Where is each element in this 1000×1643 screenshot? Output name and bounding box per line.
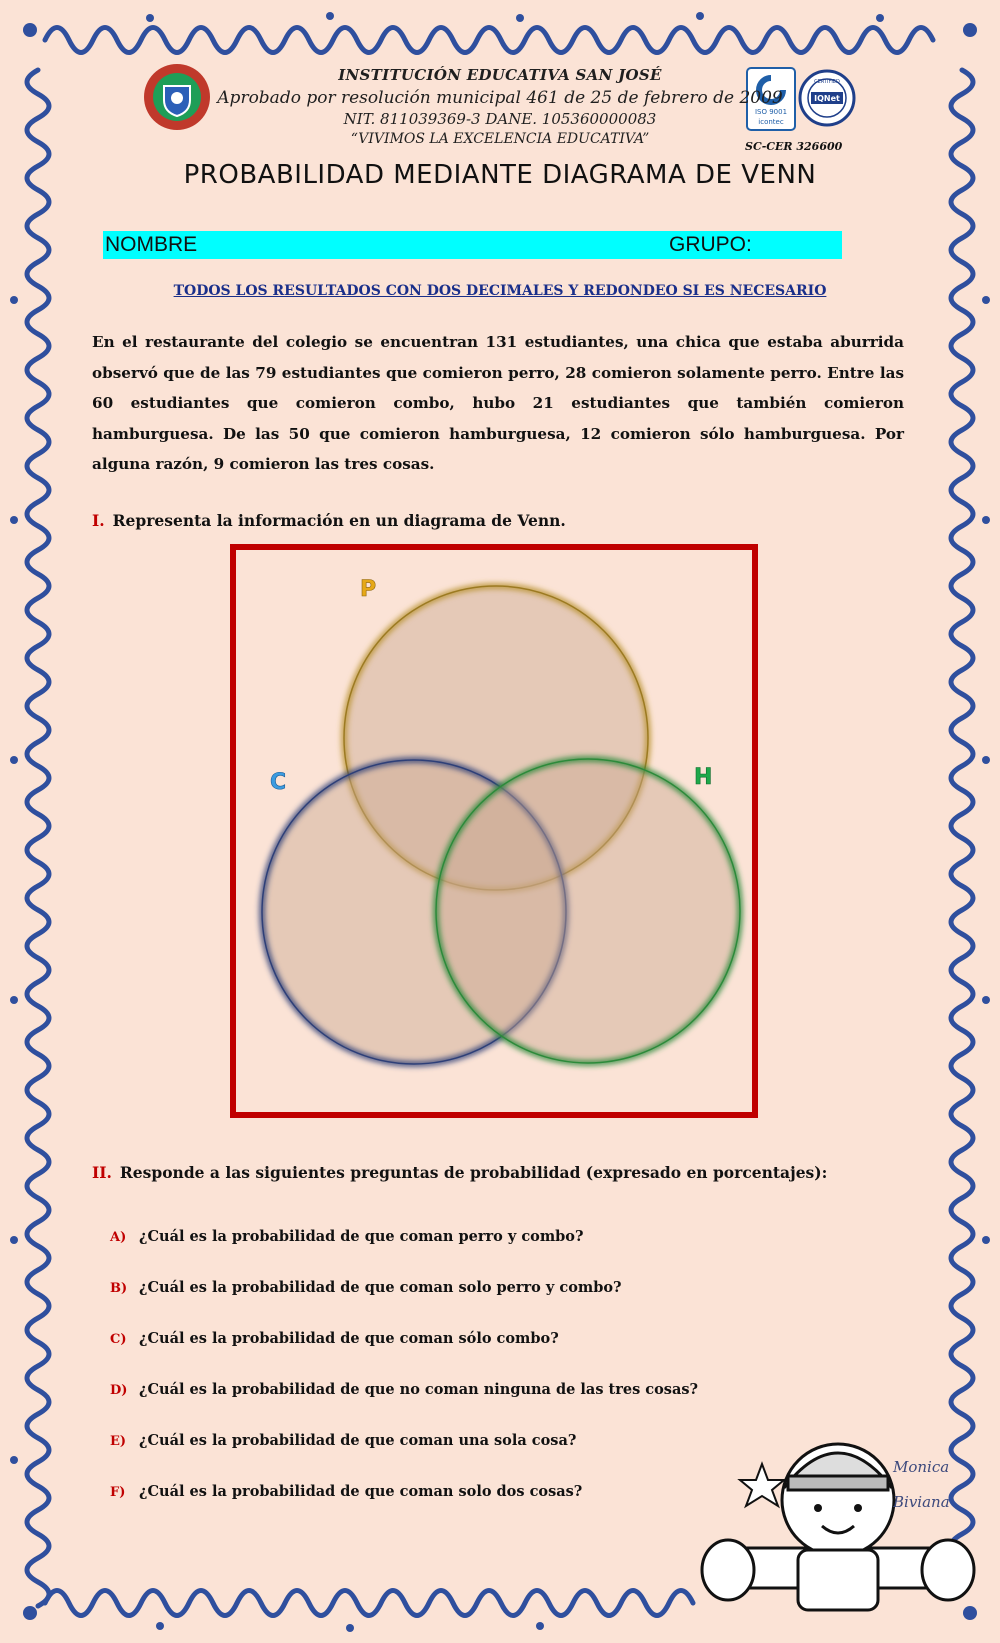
question-letter: A) bbox=[110, 1230, 127, 1245]
question-letter: E) bbox=[110, 1434, 127, 1449]
question-text: ¿Cuál es la probabilidad de que coman solo dos cosas? bbox=[139, 1483, 583, 1500]
section-one-text: Representa la información en un diagrama de Venn. bbox=[112, 511, 566, 530]
border-left-squiggle bbox=[27, 70, 49, 1606]
girl-left-shoe-icon bbox=[702, 1540, 754, 1600]
problem-statement: En el restaurante del colegio se encuentran 131 estudiantes, una chica que estaba aburrida observó que de las 79 estudiantes que comieron perro, 28 comieron solamente perro. Entre las 60 estudiantes que comieron combo, hubo 21 estudiantes que también comieron hamburguesa. De las 50 que comieron hamburguesa, 12 comieron sólo hamburguesa. Por alguna razón, 9 comieron las tres cosas. bbox=[92, 333, 904, 473]
girl-body-icon bbox=[798, 1550, 878, 1610]
question-letter: F) bbox=[110, 1485, 126, 1500]
question-c bbox=[110, 1330, 559, 1347]
rounding-instruction: TODOS LOS RESULTADOS CON DOS DECIMALES Y REDONDEO SI ES NECESARIO bbox=[173, 283, 827, 299]
question-text: ¿Cuál es la probabilidad de que coman perro y combo? bbox=[139, 1228, 584, 1245]
name-group-field[interactable] bbox=[103, 231, 842, 259]
section-one-number: I. bbox=[92, 511, 105, 530]
question-a bbox=[110, 1228, 583, 1245]
question-text: ¿Cuál es la probabilidad de que no coman ninguna de las tres cosas? bbox=[139, 1381, 699, 1398]
signature-first: Monica bbox=[893, 1458, 950, 1476]
name-label: NOMBRE bbox=[105, 233, 198, 256]
circle-h[interactable] bbox=[436, 759, 740, 1063]
svg-text:CERTIFIED: CERTIFIED bbox=[814, 79, 840, 85]
question-b bbox=[110, 1279, 622, 1296]
certificate-code: SC-CER 326600 bbox=[745, 140, 843, 153]
question-text: ¿Cuál es la probabilidad de que coman solo perro y combo? bbox=[139, 1279, 622, 1296]
question-text: ¿Cuál es la probabilidad de que coman una sola cosa? bbox=[139, 1432, 577, 1449]
border-right-squiggle bbox=[951, 70, 973, 1558]
border-bottom-squiggle bbox=[45, 1591, 693, 1616]
page-title: PROBABILIDAD MEDIANTE DIAGRAMA DE VENN bbox=[183, 160, 817, 190]
border-top-squiggle bbox=[45, 28, 933, 53]
girl-right-shoe-icon bbox=[922, 1540, 974, 1600]
question-text: ¿Cuál es la probabilidad de que coman sólo combo? bbox=[139, 1330, 559, 1347]
group-label: GRUPO: bbox=[669, 233, 752, 256]
institution-name: INSTITUCIÓN EDUCATIVA SAN JOSÉ bbox=[338, 66, 662, 84]
girl-headband-icon bbox=[788, 1476, 888, 1490]
question-d bbox=[110, 1381, 698, 1398]
nit-dane: NIT. 811039369-3 DANE. 105360000083 bbox=[343, 110, 657, 128]
svg-text:ISO 9001: ISO 9001 bbox=[754, 108, 788, 116]
signature-second: Biviana bbox=[893, 1493, 950, 1511]
school-motto: “VIVIMOS LA EXCELENCIA EDUCATIVA” bbox=[350, 131, 650, 147]
label-h: H bbox=[694, 765, 713, 790]
svg-text:IQNet: IQNet bbox=[814, 94, 840, 103]
question-letter: D) bbox=[110, 1383, 128, 1398]
label-c: C bbox=[270, 770, 287, 795]
section-two-text: Responde a las siguientes preguntas de probabilidad (expresado en porcentajes): bbox=[119, 1163, 828, 1182]
question-e bbox=[110, 1432, 576, 1449]
venn-diagram[interactable] bbox=[230, 544, 758, 1118]
question-f bbox=[110, 1483, 582, 1500]
svg-text:icontec: icontec bbox=[758, 118, 784, 126]
star-icon bbox=[740, 1464, 784, 1506]
approval-resolution: Aprobado por resolución municipal 461 de 25 de febrero de 2009 bbox=[217, 88, 783, 108]
section-two-number: II. bbox=[92, 1163, 112, 1182]
question-letter: B) bbox=[110, 1281, 128, 1296]
section-two-heading bbox=[92, 1163, 827, 1182]
section-one-heading bbox=[92, 511, 566, 530]
question-letter: C) bbox=[110, 1332, 127, 1347]
label-p: P bbox=[360, 577, 377, 602]
